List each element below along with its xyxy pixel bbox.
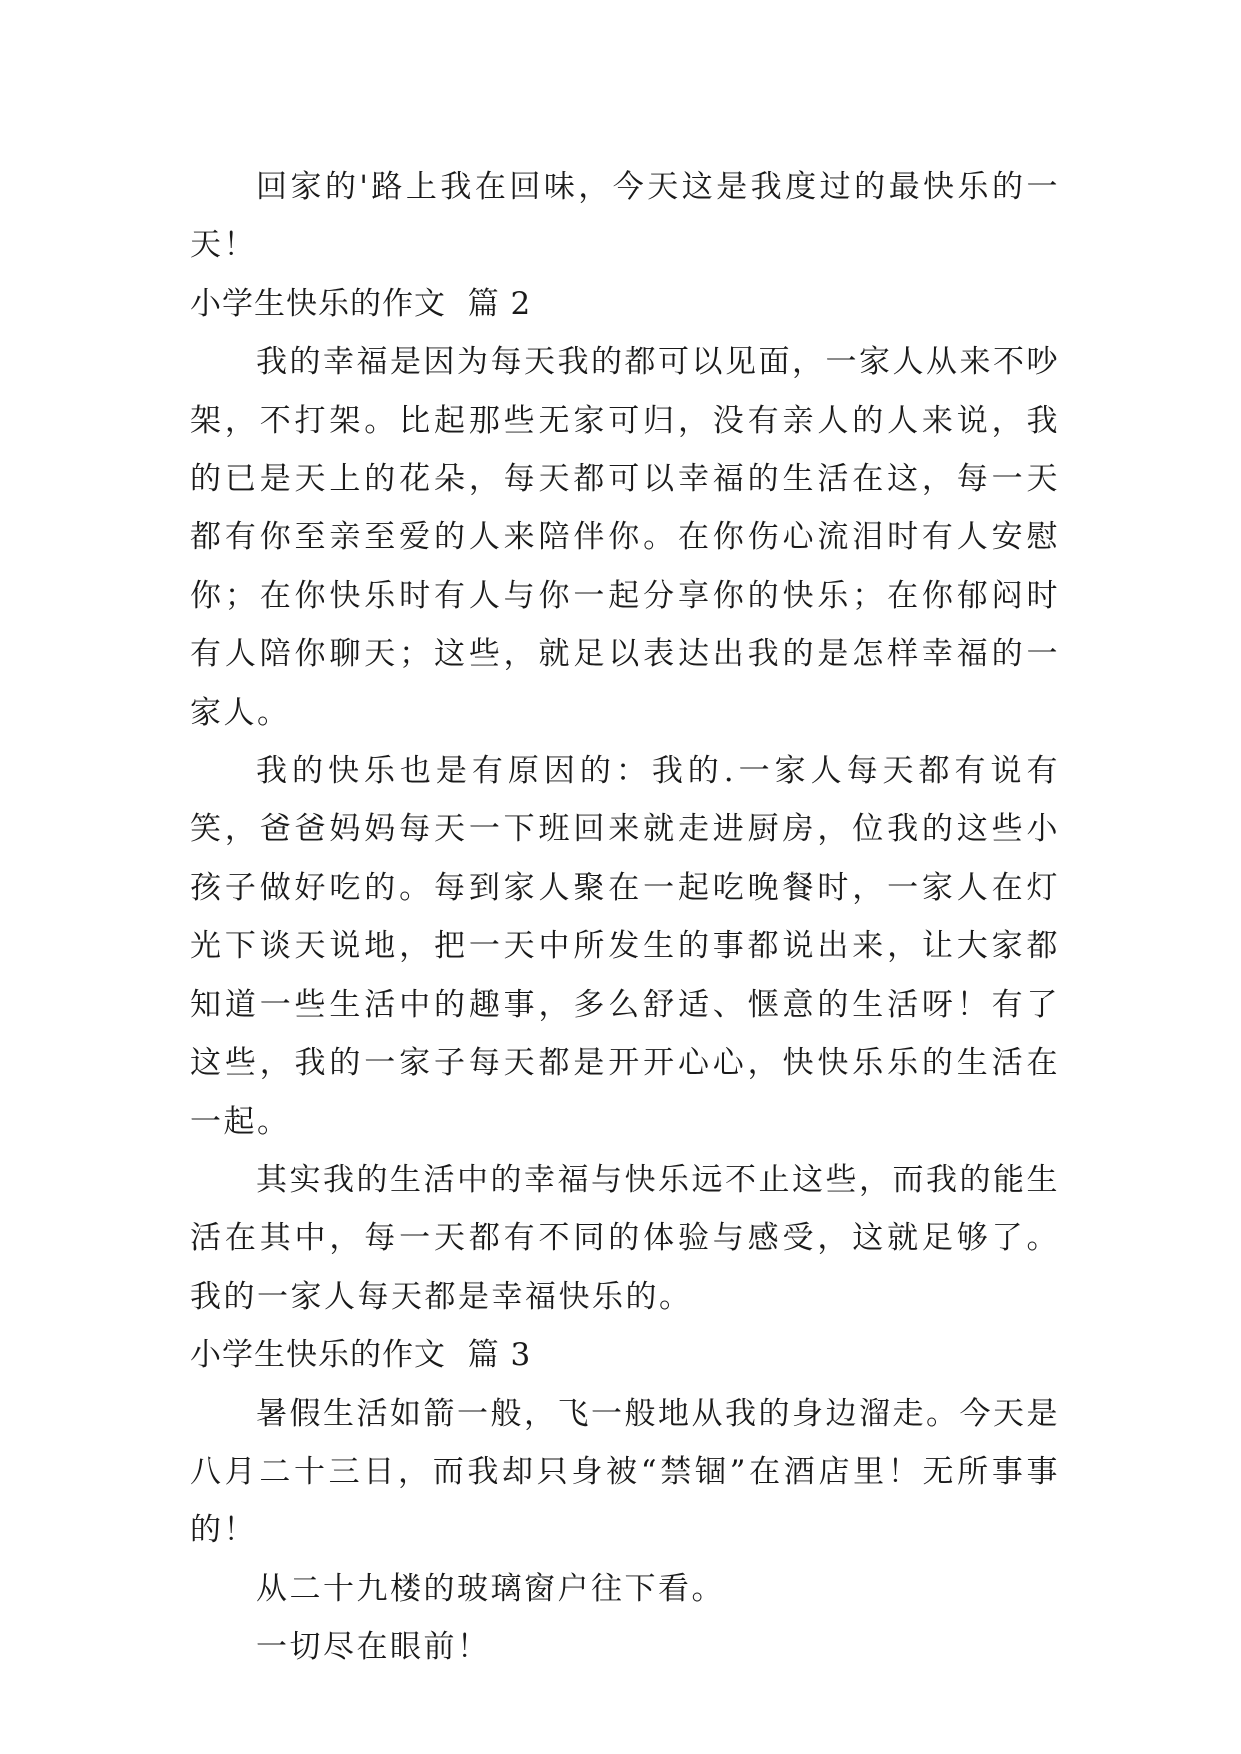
paragraph: 我的快乐也是有原因的：我的.一家人每天都有说有笑，爸爸妈妈每天一下班回来就走进厨房，位我的这些小孩子做好吃的。每到家人聚在一起吃晚餐时，一家人在灯光下谈天说地，把一天中所发生的事都说出来，让大家都知道一些生活中的趣事，多么舒适、惬意的生活呀！有了这些，我的一家子每天都是开开心心，快快乐乐的生活在一起。 — [190, 753, 1060, 1140]
section-heading: 小学生快乐的作文 篇 3 — [190, 1337, 532, 1374]
paragraph: 我的幸福是因为每天我的都可以见面，一家人从来不吵架，不打架。比起那些无家可归，没有亲人的人来说，我的已是天上的花朵，每天都可以幸福的生活在这，每一天都有你至亲至爱的人来陪伴你。在你伤心流泪时有人安慰你；在你快乐时有人与你一起分享你的快乐；在你郁闷时有人陪你聊天；这些，就足以表达出我的是怎样幸福的一家人。 — [190, 344, 1060, 731]
paragraph: 从二十九楼的玻璃窗户往下看。 — [256, 1570, 725, 1607]
paragraph: 暑假生活如箭一般，飞一般地从我的身边溜走。今天是八月二十三日，而我却只身被“禁锢”在酒店里！无所事事的！ — [190, 1395, 1060, 1549]
paragraph: 一切尽在眼前！ — [256, 1629, 491, 1666]
document-page — [190, 158, 1060, 1677]
section-heading: 小学生快乐的作文 篇 2 — [190, 285, 532, 322]
paragraph: 回家的'路上我在回味，今天这是我度过的最快乐的一天！ — [190, 169, 1060, 264]
paragraph: 其实我的生活中的幸福与快乐远不止这些，而我的能生活在其中，每一天都有不同的体验与感受，这就足够了。我的一家人每天都是幸福快乐的。 — [190, 1161, 1060, 1315]
